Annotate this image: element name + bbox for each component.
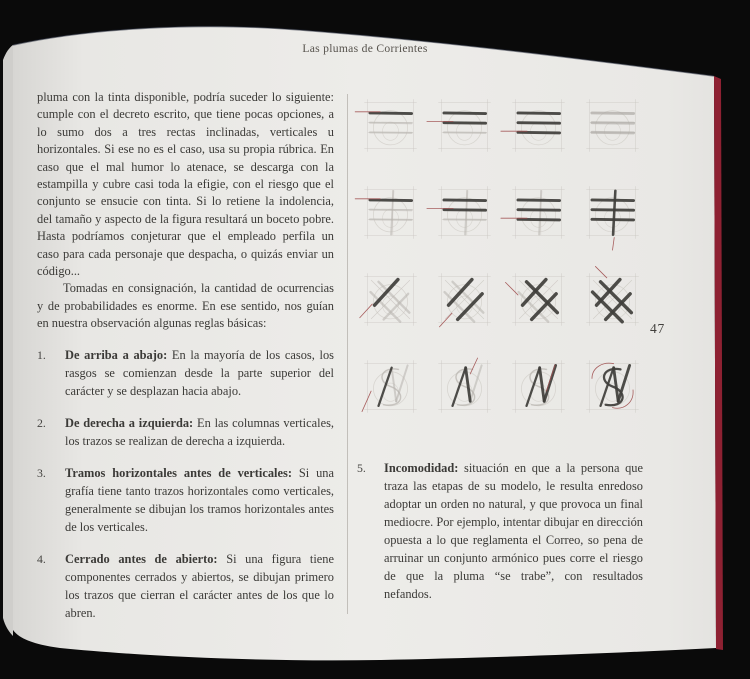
stamp-sketch-cell — [510, 358, 567, 415]
running-head: Las plumas de Corrientes — [302, 42, 428, 55]
stamp-sketch-cell — [362, 97, 419, 154]
stamp-sketch-cell — [584, 184, 641, 241]
stamp-sketch-cell — [510, 271, 567, 328]
rule-item-1 — [37, 346, 334, 400]
rule-item-2 — [37, 414, 334, 450]
rule-item-4 — [37, 550, 334, 622]
stamp-sketch-cell — [436, 358, 493, 415]
stamp-sketch-cell — [510, 97, 567, 154]
column-divider-rule — [347, 94, 348, 614]
stamp-sketch-cell — [584, 358, 641, 415]
rule-text: Cerrado antes de abierto: Si una figura tiene componentes cerrados y abiertos, se dibujan primero los trazos que cierran el carácter antes de los que lo abren. — [65, 551, 334, 620]
rule-item-5 — [357, 459, 643, 603]
rule-number: 3. — [37, 465, 46, 480]
stamp-sketch-cell — [362, 271, 419, 328]
rule-text: Incomodidad: situación en que a la persona que traza las etapas de su modelo, le resulta enredoso adoptar un orden no natural, y que provoca un final mediocre. Por ejemplo, intentar dibujar en dirección opuesta a lo que reglamenta el Correo, so pena de arruinar un conjunto armónico pues corre el riesgo de que la pluma “se trabe”, con resultados nefandos. — [384, 461, 643, 601]
rule-text: De arriba a abajo: En la mayoría de los casos, los rasgos se comienzan desde la parte superior del carácter y se desplazan hacia abajo. — [65, 347, 334, 398]
rules-list — [37, 346, 334, 622]
rule-text: De derecha a izquierda: En las columnas verticales, los trazos se realizan de derecha a izquierda. — [65, 415, 334, 448]
stamp-sketch-cell — [510, 184, 567, 241]
rule-number: 2. — [37, 415, 46, 430]
stamp-sketch-cell — [436, 271, 493, 328]
left-text-column — [37, 89, 334, 636]
stamp-stroke-figure-grid — [362, 97, 641, 415]
rule-number: 5. — [357, 461, 366, 475]
rule-number: 4. — [37, 551, 46, 566]
rule-number: 1. — [37, 347, 46, 362]
stamp-sketch-cell — [436, 184, 493, 241]
page-number: 47 — [650, 321, 666, 336]
rule-item-3 — [37, 464, 334, 536]
body-paragraph: Tomadas en consignación, la cantidad de ocurrencias y de probabilidades es enorme. En ese sentido, nos guían en nuestra observación algunas reglas básicas: — [37, 281, 334, 331]
body-paragraph: pluma con la tinta disponible, podría suceder lo siguiente: cumple con el decreto escrito, que tiene pocas opciones, a lo sumo dos a tres rectas inclinadas, verticales u horizontales. Si ese no es el caso, usa su propia rúbrica. En caso que el mal humor lo atenace, se descarga con la estampilla y cubre casi toda la efigie, con el riesgo que el conjunto se ensucie con tinta. Si lo retiene la indolencia, del tamaño y aspecto de la figura resultará un boceto pobre. Hasta podríamos conjeturar que el empleado perfila un caso para cada personaje que despacha, o quizás enviar un código... — [37, 90, 334, 279]
rule-text: Tramos horizontales antes de verticales: Si una grafía tiene tanto trazos horizontales como verticales, generalmente se dibujan los tramos horizontales antes de los verticales. — [65, 465, 334, 534]
stamp-sketch-cell — [362, 184, 419, 241]
stamp-sketch-cell — [584, 97, 641, 154]
stamp-sketch-cell — [362, 358, 419, 415]
stamp-sketch-cell — [436, 97, 493, 154]
stamp-sketch-cell — [584, 271, 641, 328]
